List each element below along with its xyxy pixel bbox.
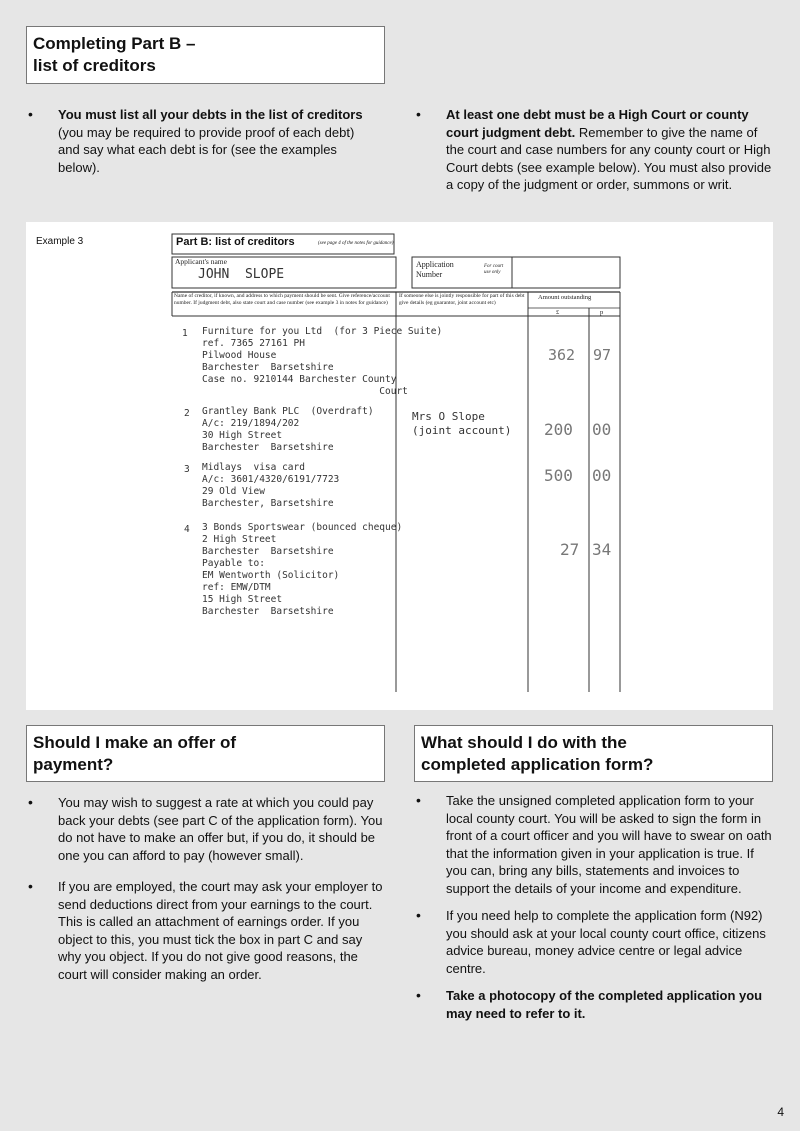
offer-heading-line2: payment? [33, 755, 114, 774]
list-item [416, 106, 778, 194]
list-item [28, 106, 378, 176]
bullet-bold-text: Take a photocopy of the completed application you may need to refer to it. [446, 988, 763, 1021]
bullet-bold-text: At least one debt must be a High Court or county court judgment debt. [446, 107, 749, 140]
bullet-bold-text: You must list all your debts in the list of creditors [58, 107, 363, 122]
bullet-dot: • [416, 987, 421, 1003]
completed-heading-line1: What should I do with the [421, 733, 627, 752]
part-b-right-column [416, 106, 778, 206]
col-pounds-header: £ [556, 309, 560, 316]
offer-heading-line1: Should I make an offer of [33, 733, 237, 752]
bullet-dot: • [28, 106, 33, 122]
creditor-number: 1 [182, 328, 188, 339]
creditor-number: 2 [184, 408, 190, 419]
bullet-dot: • [28, 794, 33, 810]
bullet-dot: • [28, 878, 33, 894]
creditor-details: Grantley Bank PLC (Overdraft) A/c: 219/1894/202 30 High Street Barchester Barsetshire [202, 406, 374, 453]
bullet-text: Take the unsigned completed application form to your local county court. You will be asked to sign the form in front of a court officer and you will have to swear on oath that the information given in your application is true. If you can, bring any bills, statements and invoices to support the details of your income and expenditure. [446, 793, 772, 896]
court-use-label: For court use only [484, 264, 504, 275]
part-b-heading [26, 26, 385, 84]
part-b-left-column [28, 106, 378, 188]
bullet-text: If you need help to complete the application form (N92) you should ask at your local county court office, citizens advice bureau, money advice centre or legal advice centre. [446, 908, 766, 976]
col-joint-header: If someone else is jointly responsible for part of this debt give details (eg guarantor, joint account etc) [399, 293, 525, 306]
col-creditor-header: Name of creditor, if known, and address to which payment should be sent. Give reference/account number. If judgment debt, also state court and case number (see example 3 in notes for guidance) [174, 293, 390, 306]
creditor-pence: 34 [592, 540, 612, 559]
bullet-dot: • [416, 907, 421, 923]
col-pence-header: p [600, 309, 604, 316]
creditor-number: 4 [184, 524, 190, 535]
list-item [416, 792, 778, 897]
creditor-pounds: 200 [544, 420, 573, 439]
creditor-pence: 00 [592, 466, 612, 485]
list-item [28, 878, 388, 983]
completed-heading-line2: completed application form? [421, 755, 654, 774]
example-form [26, 222, 773, 710]
bullet-text: You may wish to suggest a rate at which you could pay back your debts (see part C of the application form). You do not have to make an offer but, if you do, it should be one you can afford to pay (however small). [58, 795, 383, 863]
bullet-text: (you may be required to provide proof of each debt) and say what each debt is for (see the examples below). [58, 124, 355, 175]
creditor-details: Midlays visa card A/c: 3601/4320/6191/7723 29 Old View Barchester, Barsetshire [202, 462, 340, 509]
completed-heading [414, 725, 773, 782]
creditor-details: Furniture for you Ltd (for 3 Piece Suite) ref. 7365 27161 PH Pilwood House Barchester Barsetshire Case no. 9210144 Barchester County Court [202, 326, 443, 397]
applicant-label: Applicant's name [175, 257, 227, 266]
list-item [28, 794, 388, 864]
form-title: Part B: list of creditors [176, 236, 295, 248]
bullet-text: If you are employed, the court may ask your employer to send deductions direct from your earnings to the court. This is called an attachment of earnings order. If you object to this, you must tick the box in part C and say why you object. If you do not give good reasons, the court will consider making an order. [58, 879, 383, 982]
applicant-name: JOHN SLOPE [198, 267, 285, 282]
creditor-pounds: 500 [544, 466, 573, 485]
creditor-number: 3 [184, 464, 190, 475]
completed-column [416, 792, 778, 1034]
creditor-details: 3 Bonds Sportswear (bounced cheque) 2 High Street Barchester Barsetshire Payable to: EM Wentworth (Solicitor) ref: EMW/DTM 15 High Street Barchester Barsetshire [202, 522, 403, 617]
creditor-pounds: 362 [548, 346, 576, 364]
part-b-heading-line2: list of creditors [33, 56, 156, 75]
example-label: Example 3 [36, 236, 84, 247]
list-item [416, 907, 778, 977]
application-number-label: Application Number [416, 260, 454, 279]
offer-heading [26, 725, 385, 782]
form-title-note: (see page 4 of the notes for guidance) [318, 241, 394, 246]
creditor-pence: 00 [592, 420, 612, 439]
creditor-pounds: 27 [560, 540, 580, 559]
bullet-dot: • [416, 106, 421, 122]
creditor-pence: 97 [593, 346, 612, 364]
list-item [416, 987, 778, 1022]
bullet-dot: • [416, 792, 421, 808]
col-amount-header: Amount outstanding [538, 294, 592, 301]
creditor-joint: Mrs O Slope (joint account) [412, 410, 512, 437]
part-b-heading-line1: Completing Part B – [33, 34, 196, 53]
offer-column [28, 794, 388, 995]
bullet-text: Remember to give the name of the court and case numbers for any county court or High Court debts (see example below). You must also provide a copy of the judgment or order, summons or writ. [446, 124, 772, 192]
page-number: 4 [777, 1105, 784, 1119]
